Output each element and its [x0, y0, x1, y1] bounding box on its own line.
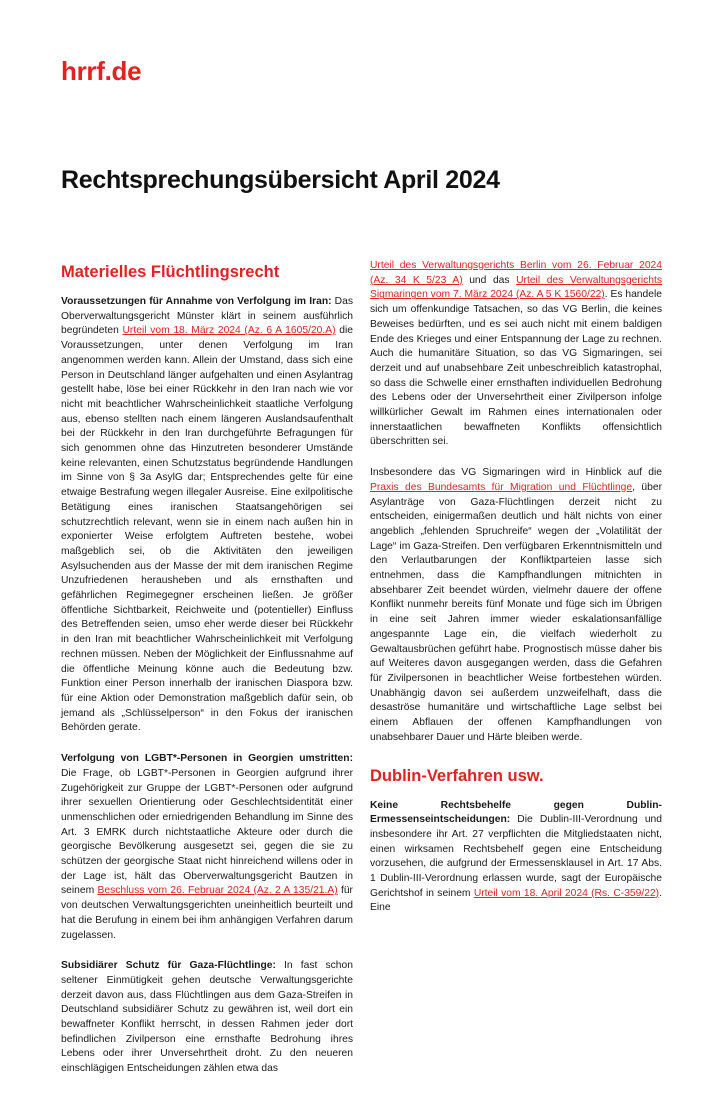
- page-title: Rechtsprechungsübersicht April 2024: [61, 166, 500, 194]
- link-urteil-vg-berlin[interactable]: Urteil des Verwaltungsgerichts Berlin vom 26. Februar 2024 (Az. 34 K 5/23 A): [370, 260, 662, 286]
- link-urteil-eugh[interactable]: Urteil vom 18. April 2024 (Rs. C-359/22): [473, 887, 660, 899]
- paragraph-lead: Verfolgung von LGBT*-Personen in Georgien umstritten:: [61, 753, 353, 765]
- left-column: [61, 262, 353, 1093]
- paragraph-dublin: [370, 799, 662, 917]
- paragraph-text: , über Asylanträge von Gaza-Flüchtlingen derzeit nicht zu entscheiden, einigermaßen deutlich und hält nichts von einer angeblich „fehlenden Spruchreife“ wegen der „Volatilität der Lage“ im Gaza-Streifen. Den verfügbaren Erkenntnismitteln und den Verlautbarungen der Konfliktparteien lasse sich entnehmen, dass die Kampfhandlungen mitnichten in absehbarer Zeit beendet würden, vielmehr dauere der offene Konflikt nunmehr bereits fünf Monate und füge sich im Übrigen in eine seit Jahren immer wieder eskalationsanfällige angespannte Lage ein, die vielfach wiederholt zu Gewaltausbrüchen geführt habe. Prognostisch müsse daher bis auf Weiteres davon ausgegangen werden, dass die Gefahren für Zivilpersonen in beachtlicher Weise fortbestehen würden. Unabhängig davon sei außerdem unzweifelhaft, dass die desaströse humanitäre und wirtschaftliche Lage selbst bei einem Abflauen der offenen Kampfhandlungen von unabsehbarer Dauer und Härte bleiben werde.: [370, 481, 663, 743]
- paragraph-lead: Subsidiärer Schutz für Gaza-Flüchtlinge:: [61, 960, 276, 972]
- paragraph-text: In fast schon seltener Einmütigkeit gehen deutsche Verwaltungsgerichte derzeit davon aus, dass Flüchtlingen aus dem Gaza-Streifen in Deutschland subsidiärer Schutz zu gewähren ist, weil dort ein bewaffneter Konflikt herrscht, in dessen Rahmen jeder dort befindlichen Zivilperson eine ernsthafte Bedrohung ihres Lebens oder ihrer Unversehrtheit droht. Zu den neueren einschlägigen Entscheidungen zählen etwa das: [61, 960, 353, 1075]
- paragraph-lead: Keine Rechtsbehelfe gegen Dublin-Ermessenseintscheidungen:: [370, 799, 662, 826]
- section-title-materielles-fluechtlingsrecht: Materielles Flüchtlingsrecht: [61, 263, 280, 281]
- paragraph-text: die Voraussetzungen, unter denen Verfolgung im Iran angenommen werden kann. Allein der Umstand, dass sich eine Person in Deutschland länger aufgehalten und einen Asylantrag gestellt habe, löse bei einer Rückkehr in den Iran nach wie vor nicht mit beachtlicher Wahrscheinlichkeit staatliche Verfolgung aus, ebenso stellten nach einem längeren Auslandsaufenthalt bei der Rückkehr in den Iran durchgeführte Befragungen für sich genommen ohne das Hinzutreten besonderer Umstände keine relevanten, einen Schutzstatus begründende Handlungen im Sinne von § 3a AsylG dar; Entsprechendes gelte für eine etwaige Bestrafung wegen illegaler Ausreise. Eine exilpolitische Betätigung eines iranischen Staatsangehörigen sei schutzrechtlich relevant, wenn sie in einem nach außen hin in exponierter Weise erfolgtem Auftreten bestehe, wobei maßgeblich sei, ob die Aktivitäten den jeweiligen Asylsuchenden aus der Masse der mit dem iranischen Regime Unzufriedenen herausheben und als ernsthaften und gefährlichen Regimegegner erscheinen ließen. Je größer öffentliche Sichtbarkeit, Reichweite und (potentieller) Einfluss des Betreffenden seien, umso eher werde dieser bei Rückkehr in den Iran mit beachtlicher Wahrscheinlichkeit mit Verfolgung rechnen müssen. Neben der Möglichkeit der Einflussnahme auf die öffentliche Meinung könne auch die Bedeutung bzw. Funktion einer Person innerhalb der iranischen Diaspora bzw. für eine Aktion oder Demonstration maßgeblich dafür sein, ob jemand als „Schlüsselperson“ in den Fokus der iranischen Behörden gerate.: [61, 325, 353, 734]
- paragraph-text: für von deutschen Verwaltungsgerichten uneinheitlich beurteilt und hat die Berufung in einem bei ihm anhängigen Verfahren darum zugelassen.: [61, 885, 353, 941]
- paragraph-iran: [61, 295, 353, 736]
- paragraph-text: und das: [462, 274, 517, 286]
- link-urteil-ovg-muenster[interactable]: Urteil vom 18. März 2024 (Az. 6 A 1605/20.A): [122, 325, 336, 337]
- link-urteil-vg-sigmaringen[interactable]: Urteil des Verwaltungsgerichts Sigmaringen vom 7. März 2024 (Az. A 5 K 1560/22): [370, 274, 663, 301]
- link-beschluss-ovg-bautzen[interactable]: Beschluss vom 26. Februar 2024 (Az. 2 A 135/21.A): [97, 885, 338, 897]
- paragraph-gaza-continued: [370, 259, 662, 450]
- paragraph-vg-sigmaringen: [370, 466, 662, 745]
- paragraph-gaza: [61, 959, 353, 1077]
- site-logo[interactable]: hrrf.de: [61, 56, 142, 86]
- paragraph-georgien: [61, 752, 353, 943]
- paragraph-text: . Eine: [370, 887, 662, 914]
- right-column: [370, 259, 662, 932]
- paragraph-text: Die Frage, ob LGBT*-Personen in Georgien aufgrund ihrer Zugehörigkeit zur Gruppe der LGBT*-Personen oder aufgrund ihrer sexuellen Orientierung oder Geschlechtsidentität einer unmenschlichen oder erniedrigenden Behandlung im Sinne des Art. 3 EMRK durch nichtstaatliche Akteure oder durch die georgische Bevölkerung ausgesetzt sei, gegen die sie zu schützen der georgische Staat nicht hinreichend willens oder in der Lage ist, hält das Oberverwaltungsgericht Bautzen in seinem: [61, 767, 353, 897]
- link-praxis-bamf[interactable]: Praxis des Bundesamts für Migration und Flüchtlinge: [370, 481, 633, 493]
- paragraph-lead: Voraussetzungen für Annahme von Verfolgung im Iran:: [61, 296, 332, 307]
- paragraph-text: . Es handele sich um offenkundige Tatsachen, so das VG Berlin, die keines Beweises bedürften, und es sei auch nicht mit einem baldigen Ende des Krieges und einer Entspannung der Lage zu rechnen. Auch die humanitäre Situation, so das VG Sigmaringen, sei derzeit und auf unabsehbare Zeit unbeschreiblich katastrophal, so dass die Schwelle einer ernsthaften individuellen Bedrohung des Lebens oder der Unversehrtheit einer Zivilperson infolge willkürlicher Gewalt im Rahmen eines internationalen oder innerstaatlichen bewaffneten Konflikts offensichtlich überschritten sei.: [370, 289, 662, 448]
- paragraph-text: Insbesondere das VG Sigmaringen wird in Hinblick auf die: [370, 467, 662, 479]
- section-title-dublin-verfahren: Dublin-Verfahren usw.: [370, 766, 544, 785]
- paragraph-text: Die Dublin-III-Verordnung und insbesondere ihr Art. 27 verpflichten die Mitgliedstaaten nicht, einen wirksamen Rechtsbehelf gegen eine Entscheidung vorzusehen, die aufgrund der Ermessensklausel in Art. 17 Abs. 1 Dublin-III-Verordnung erlassen wurde, sagt der Europäische Gerichtshof in seinem: [370, 814, 662, 899]
- paragraph-text: Das Oberverwaltungsgericht Münster klärt in seinem ausführlich begründeten: [61, 296, 353, 337]
